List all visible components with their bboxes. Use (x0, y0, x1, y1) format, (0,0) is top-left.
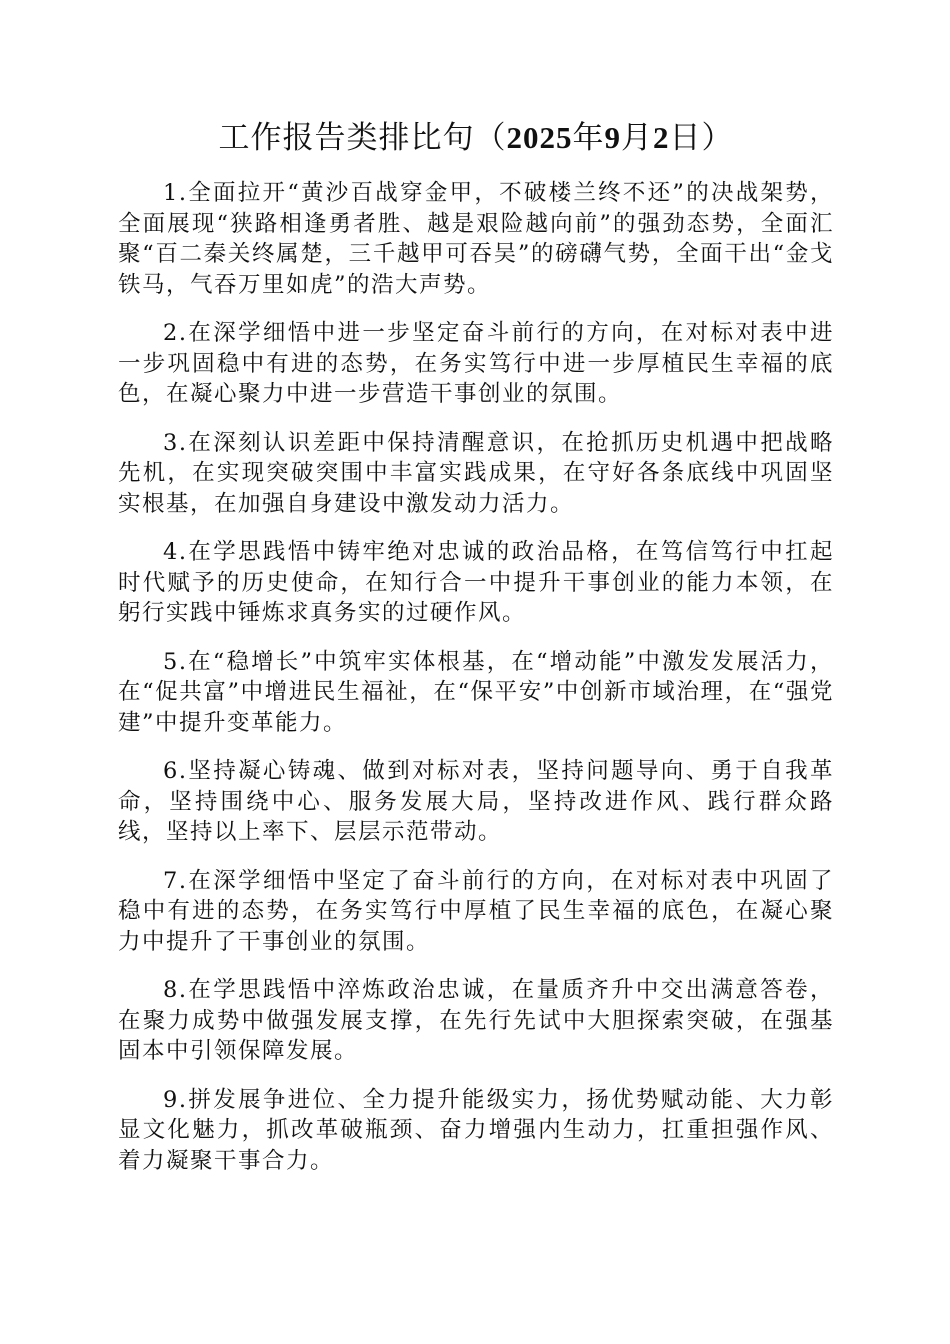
paragraph-3: 3.在深刻认识差距中保持清醒意识，在抢抓历史机遇中把战略先机，在实现突破突围中丰富实践成果，在守好各条底线中巩固坚实根基，在加强自身建设中激发动力活力。 (118, 429, 834, 517)
paragraph-list (118, 178, 834, 1176)
title-year-unit: 年 (572, 120, 605, 156)
paragraph-9: 9.拼发展争进位、全力提升能级实力，扬优势赋动能、大力彰显文化魅力，抓改革破瓶颈、奋力增强内生动力，扛重担强作风、着力凝聚干事合力。 (118, 1086, 834, 1174)
paragraph-2: 2.在深学细悟中进一步坚定奋斗前行的方向，在对标对表中进一步巩固稳中有进的态势，在务实笃行中进一步厚植民生幸福的底色，在凝心聚力中进一步营造干事创业的氛围。 (118, 320, 834, 407)
title-month-unit: 月 (621, 120, 653, 156)
title-year: 2025 (506, 120, 573, 155)
title-prefix: 工作报告类排比句（ (218, 120, 507, 156)
paragraph-8: 8.在学思践悟中淬炼政治忠诚，在量质齐升中交出满意答卷，在聚力成势中做强发展支撑，在先行先试中大胆探索突破，在强基固本中引领保障发展。 (118, 977, 834, 1064)
paragraph-5: 5.在“稳增长”中筑牢实体根基，在“增动能”中激发发展活力，在“促共富”中增进民生福祉，在“保平安”中创新市域治理，在“强党建”中提升变革能力。 (118, 648, 834, 736)
title-month: 9 (604, 120, 621, 155)
paragraph-6: 6.坚持凝心铸魂、做到对标对表，坚持问题导向、勇于自我革命，坚持围绕中心、服务发展大局，坚持改进作风、践行群众路线，坚持以上率下、层层示范带动。 (118, 758, 834, 845)
document-page (118, 118, 834, 1194)
paragraph-7: 7.在深学细悟中坚定了奋斗前行的方向，在对标对表中巩固了稳中有进的态势，在务实笃行中厚植了民生幸福的底色，在凝心聚力中提升了干事创业的氛围。 (118, 867, 834, 955)
title-suffix: 日） (669, 120, 734, 156)
paragraph-1: 1.全面拉开“黄沙百战穿金甲，不破楼兰终不还”的决战架势，全面展现“狭路相逢勇者胜、越是艰险越向前”的强劲态势，全面汇聚“百二秦关终属楚，三千越甲可吞吴”的磅礴气势，全面干出“金戈铁马，气吞万里如虎”的浩大声势。 (118, 180, 834, 298)
title-day: 2 (653, 120, 670, 155)
paragraph-4: 4.在学思践悟中铸牢绝对忠诚的政治品格，在笃信笃行中扛起时代赋予的历史使命，在知行合一中提升干事创业的能力本领，在躬行实践中锤炼求真务实的过硬作风。 (118, 539, 834, 626)
document-title (118, 118, 834, 158)
